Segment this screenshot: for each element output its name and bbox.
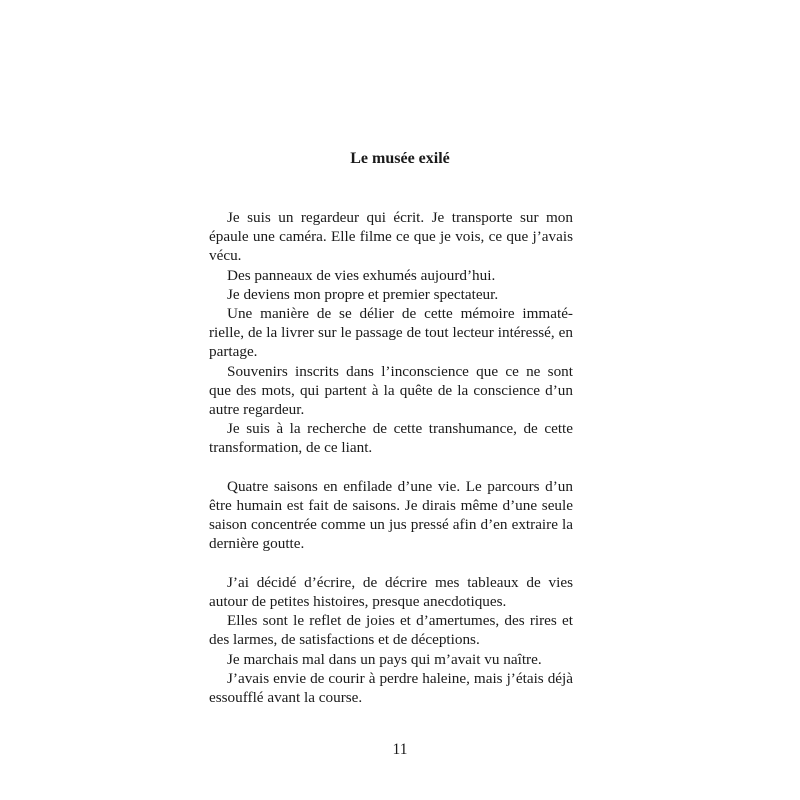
paragraph: Une manière de se délier de cette mémoire immaté-rielle, de la livrer sur le passage de tout lecteur intéressé, en partage. <box>209 305 573 361</box>
paragraph: Je suis à la recherche de cette transhumance, de cette transformation, de ce liant. <box>209 420 573 457</box>
paragraph: Des panneaux de vies exhumés aujourd’hui. <box>227 266 496 284</box>
paragraph: Je suis un regardeur qui écrit. Je transporte sur mon épaule une caméra. Elle filme ce que je vois, ce que j’avais vécu. <box>209 209 573 265</box>
paragraph: Je marchais mal dans un pays qui m’avait vu naître. <box>227 650 542 668</box>
paragraph: Je deviens mon propre et premier spectateur. <box>227 285 499 303</box>
paragraph-gap <box>209 554 573 573</box>
body-text <box>209 208 573 707</box>
paragraph-gap <box>209 458 573 477</box>
paragraph: J’avais envie de courir à perdre haleine, mais j’étais déjà essoufflé avant la course. <box>209 669 573 707</box>
chapter-title: Le musée exilé <box>350 150 450 167</box>
page-number: 11 <box>392 741 408 758</box>
paragraph: J’ai décidé d’écrire, de décrire mes tableaux de vies autour de petites histoires, presque anecdotiques. <box>209 573 573 611</box>
paragraph: Elles sont le reflet de joies et d’amertumes, des rires et des larmes, de satisfactions et de déceptions. <box>209 612 573 649</box>
paragraph: Souvenirs inscrits dans l’inconscience que ce ne sont que des mots, qui partent à la quête de la conscience d’un autre regardeur. <box>209 362 573 419</box>
paragraph: Quatre saisons en enfilade d’une vie. Le parcours d’un être humain est fait de saisons. Je dirais même d’une seule saison concentrée comme un jus pressé afin d’en extraire la dernière goutte. <box>209 477 573 553</box>
